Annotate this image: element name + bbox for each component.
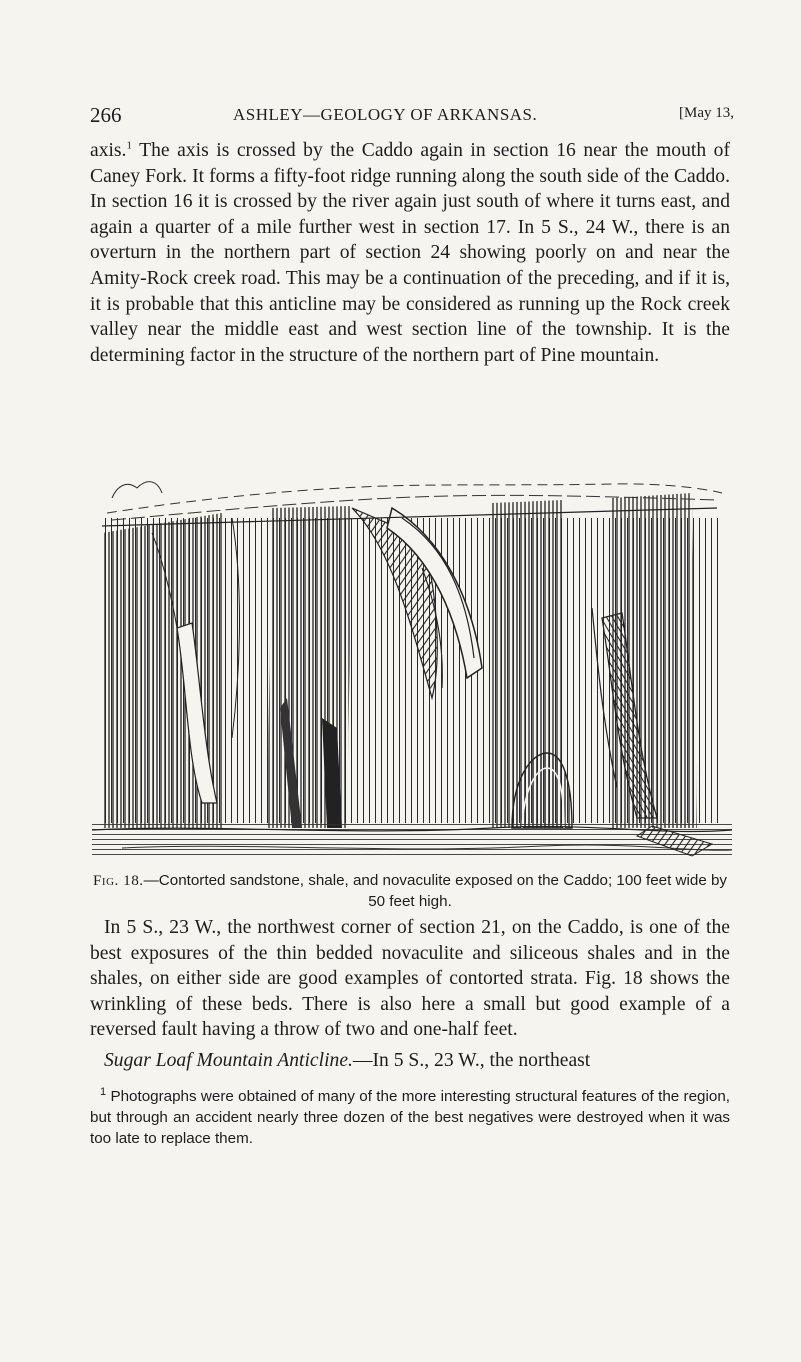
figure-label: Fig. 18. (92, 872, 144, 889)
running-header (90, 103, 734, 129)
section-title: Sugar Loaf Mountain Anticline. (104, 1050, 353, 1071)
paragraph-1-lead: axis. (90, 140, 127, 161)
figure-caption-text: —Contorted sandstone, shale, and novaculite exposed on the Caddo; 100 feet wide by 50 feet high. (143, 872, 728, 910)
paragraph-1-text: The axis is crossed by the Caddo again in section 16 near the mouth of Caney Fork. It forms a fifty-foot ridge running along the south side of the Caddo. In section 16 it is crossed by the river again just south of where it turns east, and again a quarter of a mile further west in section 17. In 5 S., 24 W., there is an overturn in the northern part of section 24 showing poorly on and near the Amity-Rock creek road. This may be a continuation of the preceding, and if it is, it is probable that this anticline may be considered as running up the Rock creek valley near the middle east and west section line of the township. It is the determining factor in the structure of the northern part of Pine mountain. (90, 140, 730, 366)
footnote-ref: 1 (126, 139, 132, 152)
paragraph-3 (90, 1048, 730, 1074)
page-number: 266 (90, 103, 122, 127)
figure-caption (90, 870, 730, 912)
base-beds (92, 820, 732, 858)
rock-face (100, 493, 718, 828)
footnote-marker: 1 (100, 1085, 107, 1098)
header-date: [May 13, (679, 105, 734, 121)
paragraph-3-text: —In 5 S., 23 W., the northeast (352, 1050, 591, 1071)
figure-18-illustration (92, 458, 732, 863)
paragraph-1 (90, 138, 730, 368)
paragraph-2: In 5 S., 23 W., the northwest corner of section 21, on the Caddo, is one of the best exposures of the thin bedded novaculite and siliceous shales and in the shales, on either side are good examples of contorted strata. Fig. 18 shows the wrinkling of these beds. There is also here a small but good example of a reversed fault having a throw of two and one-half feet. (90, 917, 730, 1041)
footnote-text: Photographs were obtained of many of the more interesting structural features of the region, but through an accident nearly three dozen of the best negatives were destroyed when it was too late to replace them. (90, 1088, 730, 1147)
footnote (90, 1086, 730, 1149)
running-title: ASHLEY—GEOLOGY OF ARKANSAS. (233, 105, 538, 124)
